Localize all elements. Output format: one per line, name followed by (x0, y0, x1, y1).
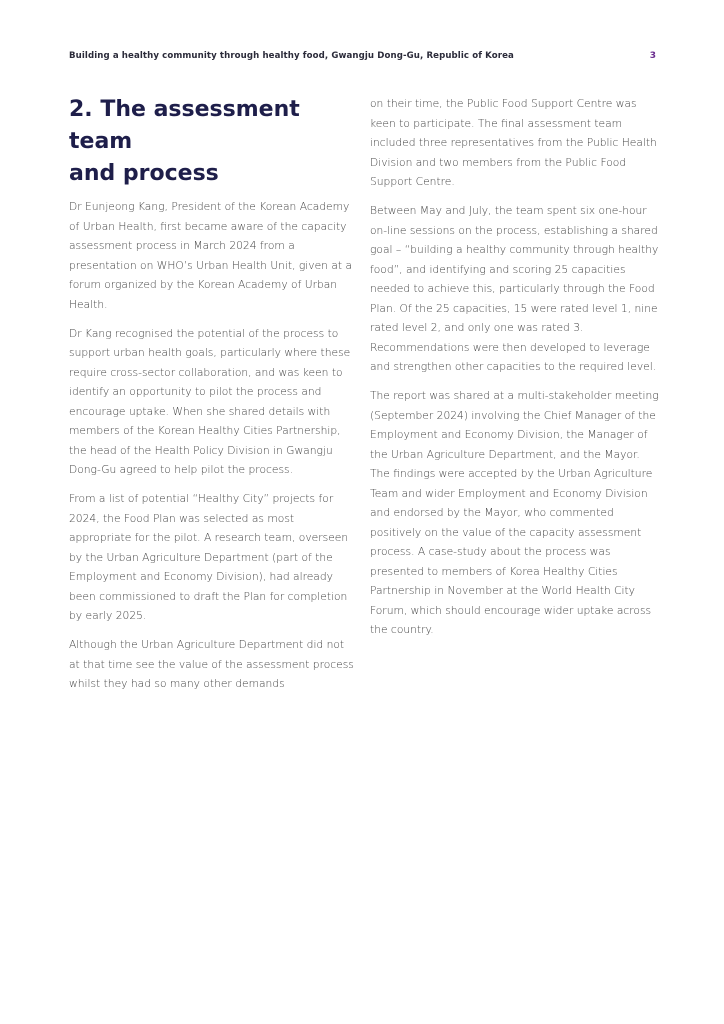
paragraph: The report was shared at a multi-stakeholder meeting (September 2024) involving the Chief Manager of the Employment and Economy Division, the Manager of the Urban Agriculture Department, and the Mayor. The findings were accepted by the Urban Agriculture Team and wider Employment and Economy Division and endorsed by the Mayor, who commented positively on the value of the capacity assessment process. A case-study about the process was presented to members of Korea Healthy Cities Partnership in November at the World Health City Forum, which should encourage wider uptake across the country. (370, 389, 659, 636)
paragraph: Dr Kang recognised the potential of the process to support urban health goals, particularly where these require cross-sector collaboration, and was keen to identify an opportunity to pilot the process and encourage uptake. When she shared details with members of the Korean Healthy Cities Partnership, the head of the Health Policy Division in Gwangju Dong-Gu agreed to help pilot the process. (69, 326, 351, 476)
paragraph: Between May and July, the team spent six one-hour on-line sessions on the process, establishing a shared goal – “building a healthy community through healthy food”, and identifying and scoring 25 capacities needed to achieve this, particularly through the Food Plan. Of the 25 capacities, 15 were rated level 1, nine rated level 2, and only one was rated 3. Recommendations were then developed to leverage and strengthen other capacities to the required level. (370, 204, 659, 373)
right-column (370, 94, 660, 649)
section-heading-line1: 2. The assessment team (69, 97, 300, 154)
paragraph: From a list of potential “Healthy City” projects for 2024, the Food Plan was selected as most appropriate for the pilot. A research team, overseen by the Urban Agriculture Department (part of the Employment and Economy Division), had already been commissioned to draft the Plan for completion by early 2025. (69, 492, 349, 622)
section-heading-line2: and process (69, 161, 219, 186)
section-heading (69, 94, 357, 190)
running-title: Building a healthy community through healthy food, Gwangju Dong-Gu, Republic of Korea (69, 51, 514, 61)
paragraph: Although the Urban Agriculture Department did not at that time see the value of the assessment process whilst they had so many other demands (69, 638, 354, 690)
left-column (69, 94, 357, 703)
running-header (69, 51, 656, 65)
paragraph: on their time, the Public Food Support Centre was keen to participate. The final assessment team included three representatives from the Public Health Division and two members from the Public Food Support Centre. (370, 97, 657, 188)
page-number: 3 (649, 51, 656, 61)
paragraph: Dr Eunjeong Kang, President of the Korean Academy of Urban Health, first became aware of the capacity assessment process in March 2024 from a presentation on WHO’s Urban Health Unit, given at a forum organized by the Korean Academy of Urban Health. (69, 200, 353, 311)
